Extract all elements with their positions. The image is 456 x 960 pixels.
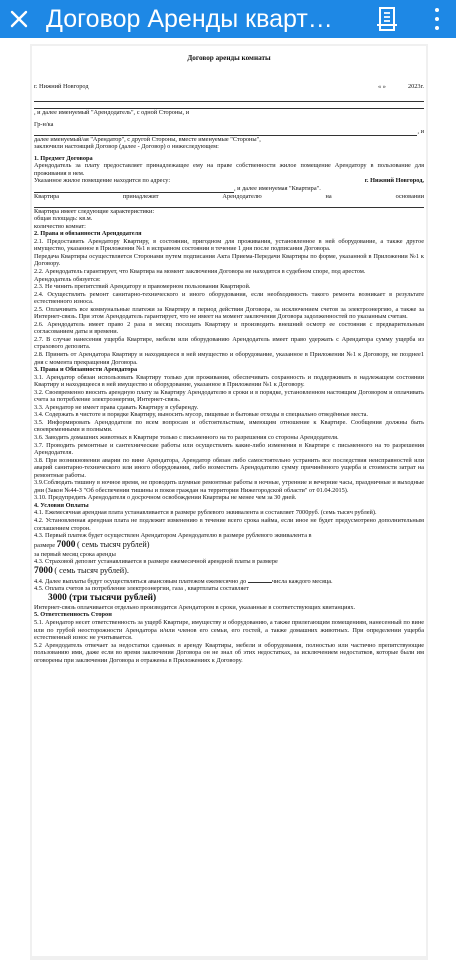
close-button[interactable] bbox=[0, 0, 38, 38]
document-page[interactable]: Договор аренды комнаты г. Нижний Новгород « » 2023г. , и далее именуемый "Арендодатель", с одной Стороны, и Гр-н/ка , и далее именуемый/ая "Арендатор", с другой Стороны, вместе именуемые "Стороны", заключили настоящий Договор (далее - Договор) о нижеследующем: 1. Предмет Договора Арендодатель за плату предоставляет принадлежащее ему на праве собственности жилое помещение Арендатору в пользование для проживания в нем. Указанное жилое помещение находится по адресу: г. Нижний Новгород, , и далее именуемая "Квартира". Квартира принадлежит Арендодателю на основании Квартира имеет следующие характеристики: общая площадь: кв.м. количество комнат: 2. Права и обязанности Арендодателя 2.1. Предоставить Арендатору Квартиру, в состоянии, пригодном для проживания, установленное в ней оборудование, а также другое имущество, указанное в Приложении №1 в исправном состоянии в течение 1 дня после подписания Договора. Передача Квартиры осуществляется Сторонами путем подписания Акта Приема-Передачи Квартиры по форме, указанной в Приложении №1 к Договору. 2.2. Арендодатель гарантирует, что Квартира на момент заключения Договора не находится в судебном споре, под арестом. Арендодатель обязуется: 2.3. Не чинить препятствий Арендатору в правомерном пользовании Квартирой. 2.4. Осуществлять ремонт санитарно-технического и иного оборудования, если необходимость такого ремонта возникает в результате естественного износа. 2.5. Оплачивать все коммунальные платежи за Квартиру в период действия Договора, за исключением счетов за электроэнергию, а также за Интернет-связь. При этом Арендодатель гарантирует, что не имеет на момент заключения Договора задолженностей по указанным счетам. 2.6. Арендодатель имеет право 2 раза в месяц посещать Квартиру и производить внешний осмотр ее состояния с предварительным согласованием даты и времени. 2.7. В случае нанесения ущерба Квартире, мебели или оборудованию Арендодатель имеет право удержать с Арендатора сумму ущерба из страхового депозита. 2.8. Принять от Арендатора Квартиру и находящееся в ней имущество и оборудование, указанное в Приложении №1 к Договору, не позднее1 дня с момента прекращения Договора. 3. Права и Обязанности Арендатора 3.1. Арендатор обязан использовать Квартиру только для проживания, обеспечивать сохранность и поддерживать в надлежащем состоянии Квартиру и находящееся в ней имущество и оборудование, указанное в Приложении №1 к Договору. 3.2. Своевременно вносить арендную плату за Квартиру Арендодателю в сроки и в порядке, установленном настоящим Договором и оплачивать счета за потребление электроэнергии, Интернет-связь. 3.3. Арендатор не имеет права сдавать Квартиру в субаренду. 3.4. Содержать в чистоте и порядке Квартиру, выносить мусор, пищевые и бытовые отходы в специально отведённые места. 3.5. Информировать Арендодателя по всем вопросам и обстоятельствам, имеющим отношение к Квартире. Сообщения должны быть своевременными и полными. 3.6. Заводить домашних животных в Квартире только с письменного на то разрешения со стороны Арендодателя. 3.7. Проводить ремонтные и сантехнические работы или осуществлять какие-либо изменения в Квартире с письменного на то разрешения Арендодателя. 3.8. При возникновении аварии по вине Арендатора, Арендатор обязан либо самостоятельно устранить все последствия неисправностей или аварий санитарно-технического или иного оборудования, либо возместить Арендодателю сумму причинённого ущерба и стоимости затрат на ремонтные работы. 3.9.Соблюдать тишину в ночное время, не проводить шумные ремонтные работы в ночные, утренние и вечерние часы, праздничные и выходные дни (Закон №44-З "Об обеспечении тишины и покоя граждан на территории Нижегородской области" от 01.04.2015). 3.10. Предупредить Арендодателя о досрочном освобождении Квартиры не менее чем за 30 дней. 4. Условия Оплаты 4.1. Ежемесячная арендная плата устанавливается в размере рублевого эквивалента и составляет 7000руб. (семь тысяч рублей). 4.2. Установленная арендная плата не подлежит изменению в течение всего срока найма, если иное не будет предусмотрено дополнительным соглашением сторон. 4.3. Первый платеж будет осуществлен Арендатором Арендодателю в размере рублевого эквивалента в размере 7000 ( семь тысяч рублей) за первый месяц срока аренды 4.3. Страховой депозит устанавливается в размере ежемесячной арендной платы в размере 7000 ( семь тысяч рублей). 4.4. Далее выплаты будут осуществляться авансовым платежом ежемесячно до числа каждого месяца. 4.5. Оплата счетов за потребление электроэнергии, газа , квартплаты составляет 3000 (три тысячи рублей) Интернет-связь оплачивается отдельно производится Арендатором в сроки, указанные в соответствующих квитанциях. 5. Ответственность Сторон 5.1. Арендатор несет ответственность за ущерб Квартире, имуществу и оборудованию, а также прилегающим помещениям, нанесенный по вине или по грубой неосторожности Арендатора и/или членов его семьи, его гостей, а также домашних животных. При определении ущерба естественный износ не учитывается. 5.2 Арендодатель отвечает за недостатки сданных в аренду Квартиры, мебели и оборудования, полностью или частично препятствующие пользованию ими, даже если во время заключения Договора он не знал об этих недостатках, за исключением недостатков, которые были им оговорены при заключении Договора и отражены в Приложениях к Договору. bbox=[32, 46, 426, 956]
close-icon bbox=[10, 10, 28, 28]
section-heading: 5. Ответственность Сторон bbox=[34, 611, 112, 619]
scan-document-button[interactable] bbox=[374, 6, 400, 32]
section-heading: 2. Права и обязанности Арендодателя bbox=[34, 230, 142, 238]
section-heading: 1. Предмет Договора bbox=[34, 154, 93, 162]
app-bar bbox=[0, 0, 456, 38]
more-vert-icon bbox=[435, 8, 439, 12]
section-heading: 4. Условия Оплаты bbox=[34, 501, 89, 509]
blank-line bbox=[34, 102, 424, 110]
blank-line bbox=[34, 94, 424, 102]
more-options-button[interactable] bbox=[424, 6, 450, 32]
document-title: Договор Аренды кварт… bbox=[46, 4, 333, 33]
place-date-line: г. Нижний Новгород « » 2023г. bbox=[34, 82, 424, 90]
contract-title: Договор аренды комнаты bbox=[187, 54, 271, 62]
tenant-intro: далее именуемый/ая "Арендатор", с другой Стороны, вместе именуемые "Стороны", bbox=[34, 135, 261, 143]
document-scan-icon bbox=[374, 6, 400, 32]
section-heading: 3. Права и Обязанности Арендатора bbox=[34, 366, 138, 374]
landlord-intro: , и далее именуемый "Арендодатель", с одной Стороны, и bbox=[34, 109, 190, 117]
